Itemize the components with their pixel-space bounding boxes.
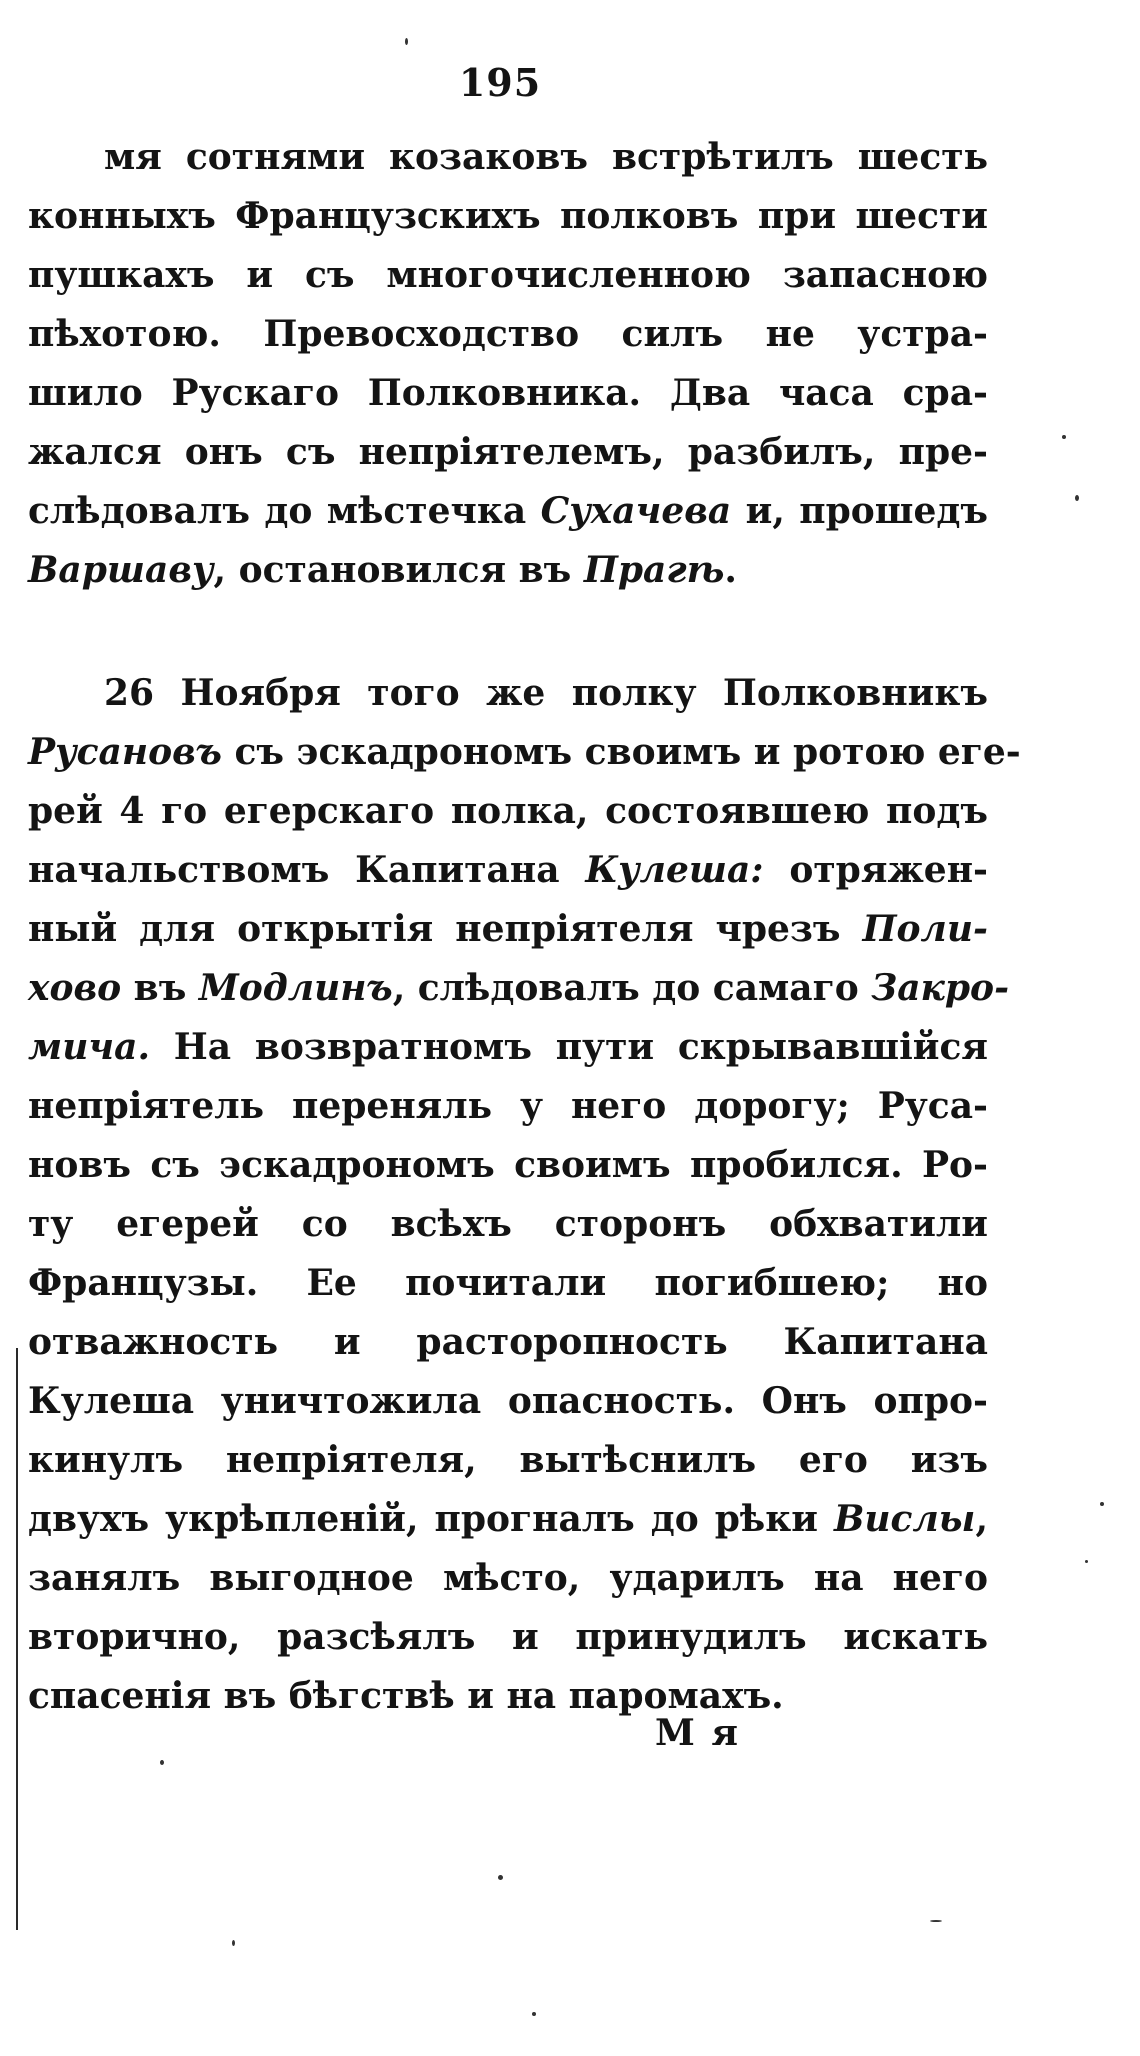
text-run: слѣдовалъ до мѣстечка <box>28 490 541 532</box>
text-run: рей 4 го егерскаго полка, состоявшею подъ <box>28 790 988 832</box>
text-line <box>28 1549 988 1608</box>
text-run: двухъ укрѣпленій, прогналъ до рѣки <box>28 1498 834 1540</box>
text-line <box>28 541 988 600</box>
text-run: ту егерей со всѣхъ сторонъ обхватили <box>28 1203 988 1245</box>
text-run: въ <box>121 967 199 1009</box>
text-run: 26 Ноября того же полку Полковникъ <box>104 672 988 714</box>
text-line <box>28 723 1021 782</box>
text-run: отважность и расторопность Капитана <box>28 1321 988 1363</box>
text-run: мя сотнями козаковъ встрѣтилъ шесть <box>104 136 988 178</box>
text-line <box>28 782 988 841</box>
text-line <box>28 364 988 423</box>
text-run: . <box>724 549 737 591</box>
text-line <box>28 423 988 482</box>
text-line <box>28 1372 988 1431</box>
text-run: непріятель переняль у него дорогу; Руса- <box>28 1085 988 1127</box>
text-run: , <box>975 1498 988 1540</box>
text-line <box>28 1490 988 1549</box>
margin-rule <box>16 1348 18 1930</box>
paragraph-2 <box>28 664 1021 1726</box>
text-line <box>28 1313 988 1372</box>
ink-speck <box>930 1920 942 1922</box>
text-run: кинулъ непріятеля, вытѣснилъ его изъ <box>28 1439 988 1481</box>
text-run: занялъ выгодное мѣсто, ударилъ на него <box>28 1557 988 1599</box>
catchword: М я <box>655 1712 740 1754</box>
ink-speck <box>1100 1502 1104 1506</box>
ink-speck <box>160 1760 164 1765</box>
text-line <box>28 1254 988 1313</box>
italic-name: Закро- <box>871 967 1010 1009</box>
italic-name: Прагѣ <box>583 549 725 591</box>
ink-speck <box>1062 435 1066 439</box>
text-run: и, прошедъ <box>731 490 989 532</box>
ink-speck <box>498 1875 503 1880</box>
text-run: шило Рускаго Полковника. Два часа сра- <box>28 372 988 414</box>
italic-name: Русановъ <box>28 731 222 773</box>
text-run: начальствомъ Капитана <box>28 849 586 891</box>
text-run: , слѣдовалъ до самаго <box>392 967 872 1009</box>
ink-speck <box>1085 1560 1088 1563</box>
text-run: конныхъ Французскихъ полковъ при шести <box>28 195 988 237</box>
text-run: Французы. Ее почитали погибшею; но <box>28 1262 988 1304</box>
paragraph-1 <box>28 128 988 600</box>
text-line <box>28 900 988 959</box>
text-line <box>28 1077 988 1136</box>
text-line <box>28 1431 988 1490</box>
text-run: новъ съ эскадрономъ своимъ пробился. Ро- <box>28 1144 988 1186</box>
text-line <box>28 128 988 187</box>
text-line <box>28 246 988 305</box>
text-line <box>28 1136 988 1195</box>
italic-name: Поли- <box>862 908 988 950</box>
text-run: пѣхотою. Превосходство силъ не устра- <box>28 313 988 355</box>
ink-speck <box>532 2012 536 2016</box>
text-run: , остановился въ <box>213 549 584 591</box>
text-run: Кулеша уничтожила опасность. Онъ опро- <box>28 1380 988 1422</box>
italic-name: хово <box>28 967 122 1009</box>
italic-name: Кулеша: <box>585 849 764 891</box>
italic-name: мича. <box>28 1026 150 1068</box>
text-line <box>28 305 988 364</box>
text-run: съ эскадрономъ своимъ и ротою еге- <box>221 731 1021 773</box>
text-line <box>28 664 988 723</box>
text-run: отряжен- <box>763 849 988 891</box>
text-run: пушкахъ и съ многочисленною запасною <box>28 254 988 296</box>
text-run: спасенія въ бѣгствѣ и на паромахъ. <box>28 1675 784 1717</box>
text-line <box>28 187 988 246</box>
text-line <box>28 1608 988 1667</box>
ink-speck <box>1075 495 1079 501</box>
ink-speck <box>232 1940 235 1946</box>
text-run: ный для открытія непріятеля чрезъ <box>28 908 863 950</box>
text-run: жался онъ съ непріятелемъ, разбилъ, пре- <box>28 431 988 473</box>
text-run: На возвратномъ пути скрывавшійся <box>150 1026 988 1068</box>
text-line <box>28 1018 988 1077</box>
text-line <box>28 482 988 541</box>
page-number: 195 <box>458 60 542 105</box>
text-line <box>28 959 1010 1018</box>
ink-speck <box>405 38 408 45</box>
italic-name: Варшаву <box>28 549 214 591</box>
text-line <box>28 1195 988 1254</box>
text-line <box>28 1667 988 1726</box>
text-line <box>28 841 988 900</box>
text-run: вторично, разсѣялъ и принудилъ искать <box>28 1616 988 1658</box>
italic-name: Сухачева <box>540 490 732 532</box>
italic-name: Модлинъ <box>198 967 393 1009</box>
italic-name: Вислы <box>833 1498 976 1540</box>
